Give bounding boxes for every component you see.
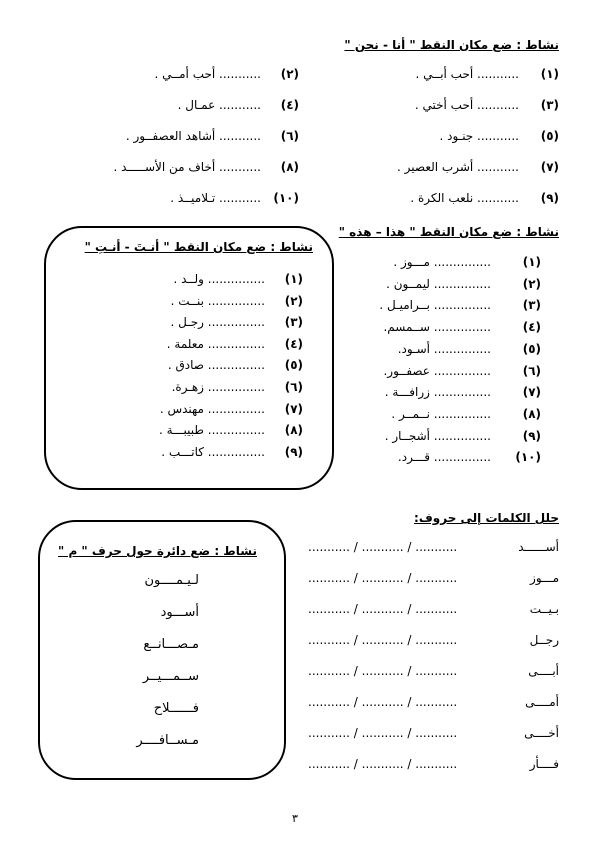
section2-item-text: ............... عصفــور.: [383, 363, 491, 378]
section2-item-number: (٦): [522, 363, 541, 378]
section3-item-number: (٦): [284, 380, 303, 394]
circle-word: مـصـــانــع: [143, 637, 199, 652]
circle-word: مـســافــــر: [136, 733, 199, 748]
section1-item-number: (١٠): [273, 191, 299, 205]
section2-item-number: (٨): [522, 406, 541, 421]
section3-item-number: (٧): [284, 401, 303, 416]
section1-item-text: ........... أخاف من الأســـــد .: [113, 160, 261, 174]
section2-item-number: (٧): [522, 385, 541, 400]
section2-item-text: ............... ليمــون .: [386, 276, 491, 291]
section1-item-number: (٩): [540, 191, 559, 205]
section1-item-number: (٥): [540, 129, 559, 143]
section1-item-number: (١): [540, 67, 559, 81]
section1-item-text: ........... أحب أمــي .: [154, 67, 261, 81]
section3-item-text: ............... زهـرة.: [171, 380, 265, 394]
section2-item-text: ............... ســمسم.: [383, 320, 491, 335]
analyze-word: أبــــى: [528, 664, 559, 678]
section1-item-number: (٧): [540, 160, 559, 174]
section1-item-number: (٢): [280, 67, 299, 81]
section2-item-number: (١): [522, 255, 541, 269]
section1-item-number: (٦): [280, 129, 299, 143]
section2-title: نشاط : ضع مكان النقط " هذا – هذه ": [338, 225, 559, 239]
analyze-blanks: ........... / ........... / ...........: [308, 540, 458, 554]
section3-item-text: ............... صادق .: [167, 358, 265, 373]
section1-item-text: ........... تـلاميــذ .: [170, 191, 261, 205]
section3-item-text: ............... ولــد .: [173, 272, 265, 286]
analyze-blanks: ........... / ........... / ...........: [308, 602, 458, 616]
analyze-word: فــــأر: [529, 757, 559, 771]
section1-item-text: ........... نلعب الكرة .: [410, 191, 519, 205]
page-number: ٣: [292, 812, 298, 825]
circle-word: ســمـــيــر: [142, 669, 199, 684]
section1-item-text: ........... جنـود .: [439, 129, 519, 143]
section3-item-number: (٨): [284, 423, 303, 438]
section1-item-text: ........... عمـال .: [177, 98, 261, 112]
section2-item-text: ............... زرافـــة .: [384, 385, 491, 400]
section3-item-number: (٢): [284, 293, 303, 308]
section2-item-text: ............... أسـود.: [397, 341, 491, 356]
analyze-word: مـــوز: [530, 571, 559, 585]
section4-title: حلل الكلمات إلى حروف:: [414, 511, 559, 525]
section3-title: نشاط : ضع مكان النقط " أنـتَ - أنـتِ ": [84, 240, 313, 254]
section3-item-number: (١): [284, 272, 303, 286]
section2-item-number: (٣): [522, 298, 541, 313]
analyze-blanks: ........... / ........... / ...........: [308, 757, 458, 771]
section3-item-text: ............... طبيبـــة .: [158, 423, 265, 438]
analyze-blanks: ........... / ........... / ...........: [308, 633, 458, 647]
analyze-word: بـيــت: [529, 602, 559, 616]
analyze-word: أخــــى: [524, 726, 559, 740]
section1-item-number: (٤): [280, 98, 299, 112]
analyze-blanks: ........... / ........... / ...........: [308, 664, 458, 678]
section2-item-number: (٥): [522, 341, 541, 356]
analyze-word: رجــل: [529, 633, 559, 647]
section3-item-number: (٥): [284, 358, 303, 373]
analyze-word: أمــــى: [525, 695, 559, 709]
circle-word: لـيـمــــون: [144, 573, 199, 588]
circle-word: أســـود: [160, 605, 199, 620]
section2-item-number: (٤): [522, 320, 541, 335]
section2-item-number: (١٠): [515, 450, 541, 465]
section2-item-number: (٢): [522, 276, 541, 291]
section2-item-text: ............... أشجــار .: [384, 428, 491, 443]
section1-item-number: (٣): [540, 98, 559, 112]
section1-item-number: (٨): [280, 160, 299, 174]
analyze-word: أســــــد: [518, 540, 559, 554]
section1-item-text: ........... أحب أبــي .: [415, 67, 519, 81]
section2-item-text: ............... نــمــر .: [391, 406, 491, 421]
section2-item-number: (٩): [522, 428, 541, 443]
section1-title: نشاط : ضع مكان النقط " أنا - نحن ": [344, 38, 559, 52]
circle-word: فــــــلاح: [153, 701, 199, 716]
section3-item-text: ............... معلمة .: [166, 336, 265, 351]
section3-item-text: ............... مهندس .: [159, 401, 265, 416]
section2-item-text: ............... بــراميـل .: [379, 298, 491, 313]
section1-item-text: ........... أحب أختي .: [414, 98, 519, 112]
analyze-blanks: ........... / ........... / ...........: [308, 571, 458, 585]
section3-item-number: (٤): [284, 336, 303, 351]
section5-title: نشاط : ضع دائرة حول حرف " م ": [58, 544, 257, 558]
section3-item-number: (٩): [284, 444, 303, 459]
section1-item-text: ........... أشاهد العصفــور .: [125, 129, 261, 143]
section3-item-text: ............... رجـل .: [170, 315, 265, 330]
section3-item-number: (٣): [284, 315, 303, 330]
analyze-blanks: ........... / ........... / ...........: [308, 695, 458, 709]
section3-item-text: ............... بنــت .: [170, 293, 265, 308]
section2-item-text: ............... قـــرد.: [397, 450, 491, 465]
analyze-blanks: ........... / ........... / ...........: [308, 726, 458, 740]
section3-item-text: ............... كاتـــب .: [161, 444, 265, 459]
section1-item-text: ........... أشرب العصير .: [397, 160, 519, 174]
section2-item-text: ............... مـــوز .: [393, 255, 491, 269]
